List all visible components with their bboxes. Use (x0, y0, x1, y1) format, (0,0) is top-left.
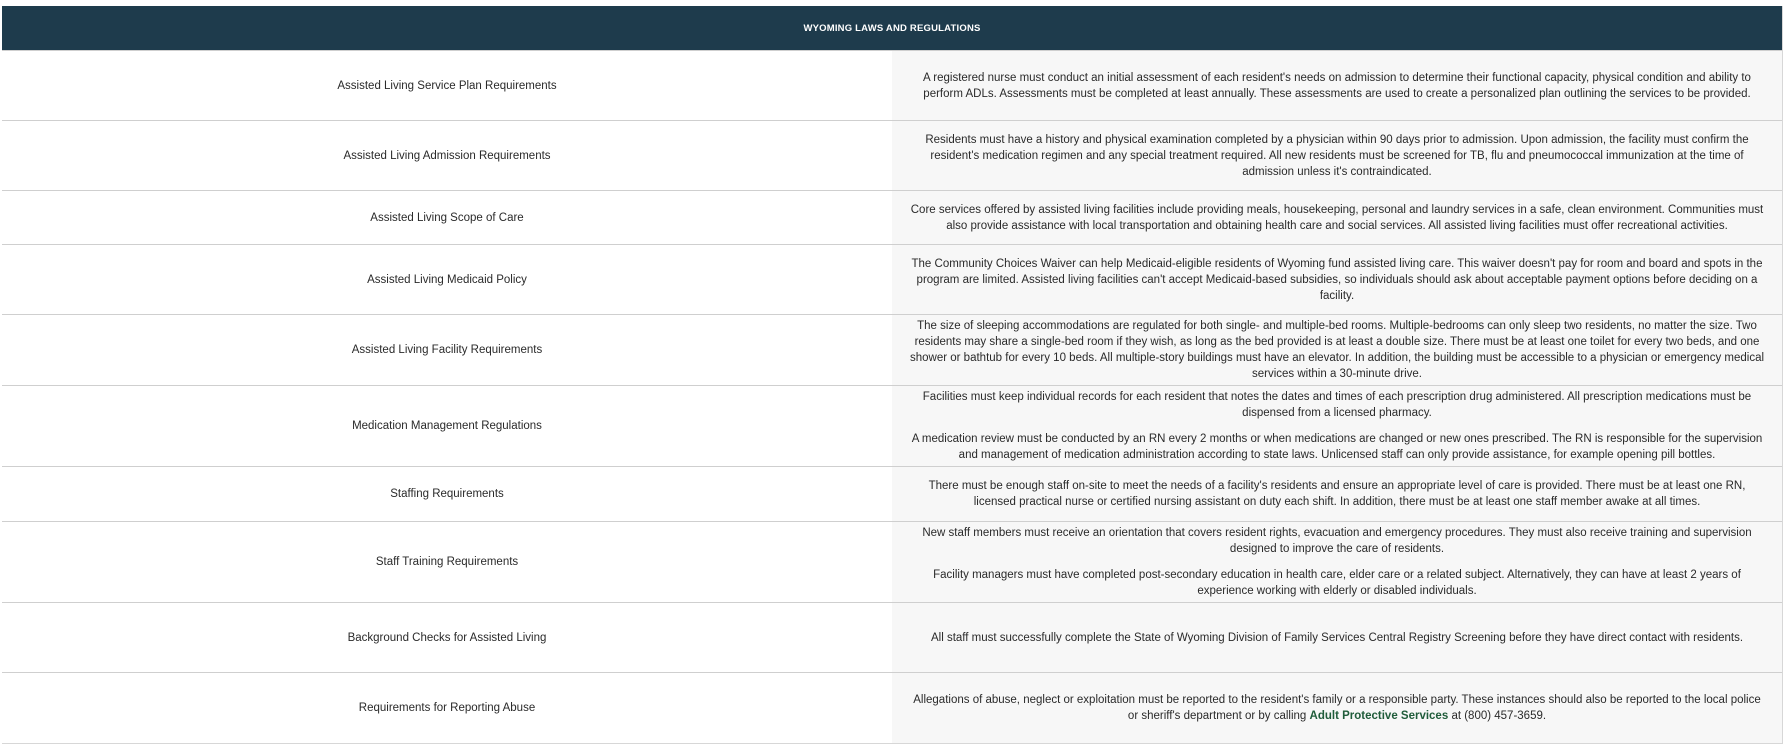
row-text: Facility managers must have completed post-secondary education in health care, elder care or a related subject. Alternatively, they can have at least 2 years of experience working with elderly or disabled individuals. (933, 569, 1741, 597)
row-text (910, 692, 1764, 724)
row-description (892, 603, 1782, 673)
row-label: Assisted Living Facility Requirements (2, 315, 892, 386)
regulations-table-container (2, 6, 1783, 744)
row-label: Staff Training Requirements (2, 522, 892, 603)
row-text: New staff members must receive an orientation that covers resident rights, evacuation and emergency procedures. They must also receive training and supervision designed to improve the care of residents. (922, 527, 1752, 555)
row-label: Assisted Living Service Plan Requirements (2, 51, 892, 121)
row-text: There must be enough staff on-site to meet the needs of a facility's residents and ensure an appropriate level of care is provided. There must be at least one RN, licensed practical nurse or certified nursing assistant on duty each shift. In addition, there must be at least one staff member awake at all times. (928, 480, 1746, 508)
row-text: A medication review must be conducted by an RN every 2 months or when medications are changed or new ones prescribed. The RN is responsible for the supervision and management of medication administration according to state laws. Unlicensed staff can only provide assistance, for example opening pill bottles. (911, 433, 1763, 461)
row-description (892, 673, 1782, 743)
row-text: All staff must successfully complete the State of Wyoming Division of Family Services Central Registry Screening before they have direct contact with residents. (930, 631, 1744, 644)
table-row (2, 603, 1782, 673)
adult-protective-services-link[interactable]: Adult Protective Services (1309, 709, 1449, 722)
row-label: Medication Management Regulations (2, 386, 892, 467)
table-row (2, 315, 1782, 386)
row-text: Facilities must keep individual records for each resident that notes the dates and times of each prescription drug administered. All prescription medications must be dispensed from a licensed pharmacy. (922, 391, 1752, 419)
table-row (2, 522, 1782, 603)
row-label: Staffing Requirements (2, 467, 892, 522)
row-description (892, 121, 1782, 191)
regulations-table (2, 6, 1782, 743)
table-row (2, 386, 1782, 467)
row-description (892, 191, 1782, 245)
table-row (2, 673, 1782, 743)
row-text: The size of sleeping accommodations are regulated for both single- and multiple-bed rooms. Multiple-bedrooms can only sleep two residents, no matter the size. Two residents may share a single-bed room if they wish, as long as the bed provided is at least a double size. There must be at least one toilet for every two beds, and one shower or bathtub for every 10 beds. All multiple-story buildings must have an elevator. In addition, the building must be accessible to a physician or emergency medical services within a 30-minute drive. (910, 320, 1765, 380)
table-header-row (2, 6, 1782, 51)
row-label: Assisted Living Medicaid Policy (2, 245, 892, 315)
row-text: Core services offered by assisted living facilities include providing meals, housekeeping, personal and laundry services in a safe, clean environment. Communities must also provide assistance with local transportation and obtaining health care and social services. All assisted living facilities must offer recreational activities. (910, 203, 1764, 232)
table-header: WYOMING LAWS AND REGULATIONS (2, 6, 1782, 51)
table-row (2, 467, 1782, 522)
row-label: Assisted Living Scope of Care (2, 191, 892, 245)
row-description (892, 245, 1782, 315)
table-row (2, 121, 1782, 191)
row-description (892, 315, 1782, 386)
row-label: Requirements for Reporting Abuse (2, 673, 892, 743)
row-text-before: Allegations of abuse, neglect or exploitation must be reported to the resident's family or a responsible party. These instances should also be reported to the local police or sheriff's department or by calling (913, 693, 1761, 722)
row-description (892, 386, 1782, 467)
row-description (892, 467, 1782, 522)
row-label: Assisted Living Admission Requirements (2, 121, 892, 191)
row-text: The Community Choices Waiver can help Medicaid-eligible residents of Wyoming fund assisted living care. This waiver doesn't pay for room and board and spots in the program are limited. Assisted living facilities can't accept Medicaid-based subsidies, so individuals should ask about acceptable payment options before deciding on a facility. (911, 257, 1763, 302)
row-text: Residents must have a history and physical examination completed by a physician within 90 days prior to admission. Upon admission, the facility must confirm the resident's medication regimen and any special treatment required. All new residents must be screened for TB, flu and pneumococcal immunization at the time of admission unless it's contraindicated. (925, 133, 1749, 178)
table-row (2, 245, 1782, 315)
row-description (892, 51, 1782, 121)
row-text: A registered nurse must conduct an initial assessment of each resident's needs on admission to determine their functional capacity, physical condition and ability to perform ADLs. Assessments must be completed at least annually. These assessments are used to create a personalized plan outlining the services to be provided. (923, 71, 1751, 100)
row-text-after: at (800) 457-3659. (1451, 709, 1547, 722)
table-row (2, 191, 1782, 245)
row-label: Background Checks for Assisted Living (2, 603, 892, 673)
row-description (892, 522, 1782, 603)
table-row (2, 51, 1782, 121)
